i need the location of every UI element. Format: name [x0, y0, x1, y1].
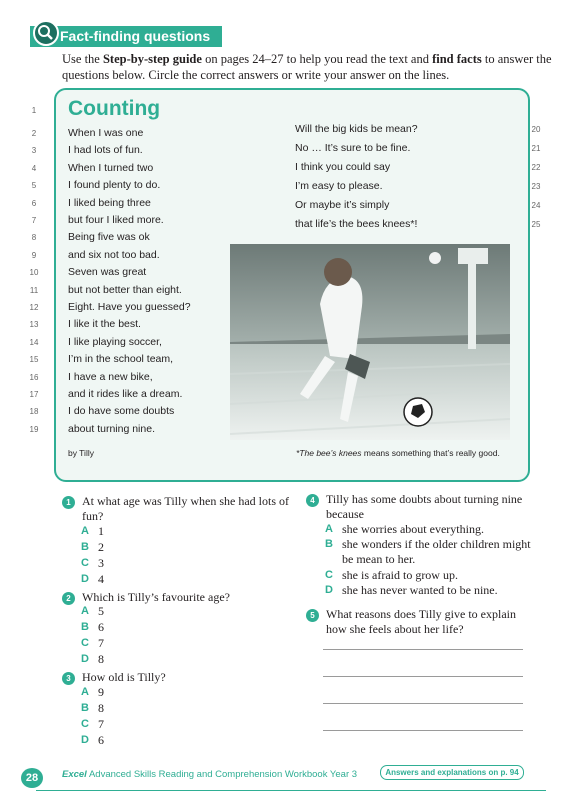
question-text: At what age was Tilly when she had lots of fun?	[82, 494, 289, 523]
option-letter: C	[325, 569, 333, 581]
magnifier-icon	[33, 20, 59, 46]
line-number: 7	[31, 216, 37, 225]
option-text: 7	[98, 636, 104, 650]
option-letter: D	[81, 653, 89, 665]
option-letter: D	[81, 573, 89, 585]
option-letter: D	[81, 734, 89, 746]
answer-line[interactable]	[323, 649, 523, 650]
line-number: 3	[31, 146, 37, 156]
poem-line: Eight. Have you guessed?	[68, 301, 191, 313]
line-number: 8	[31, 233, 37, 243]
line-number: 6	[31, 198, 37, 208]
option-text: 8	[98, 652, 104, 666]
question-number: 5	[306, 609, 319, 622]
option-letter: A	[325, 523, 333, 535]
poem-line: I think you could say	[295, 161, 391, 173]
line-number: 4	[31, 163, 37, 173]
footer-rule	[36, 790, 546, 791]
poem-line: When I was one	[68, 127, 144, 139]
option-text: 1	[98, 524, 104, 538]
option-letter: B	[81, 702, 89, 714]
poem-line: I found plenty to do.	[68, 179, 161, 192]
option-letter: C	[81, 718, 89, 730]
question-text: Tilly has some doubts about turning nine because	[326, 492, 523, 521]
option-letter: B	[325, 538, 333, 550]
poem-line: I had lots of fun.	[68, 144, 143, 157]
question-number: 4	[306, 494, 319, 507]
poem-line: When I turned two	[68, 161, 154, 174]
page-number: 28	[21, 768, 43, 788]
option-letter: D	[325, 584, 333, 596]
poem-line: but not better than eight.	[68, 283, 182, 296]
poem-line: Or maybe it’s simply	[295, 199, 390, 211]
question-number: 1	[62, 496, 75, 509]
option-letter: A	[81, 686, 89, 698]
option-text: she has never wanted to be nine.	[342, 583, 498, 597]
line-number: 9	[31, 250, 37, 260]
option-text: she is afraid to grow up.	[342, 568, 458, 582]
line-number: 19	[29, 424, 39, 434]
line-number: 10	[29, 268, 39, 278]
option-text: she worries about everything.	[342, 522, 484, 536]
option-text: 6	[98, 733, 104, 747]
poem-line: Being five was ok	[68, 231, 150, 244]
line-number: 14	[29, 337, 39, 347]
answers-reference: Answers and explanations on p. 94	[380, 765, 524, 780]
line-number: 22	[531, 163, 541, 172]
option-text: 6	[98, 620, 104, 634]
line-number: 12	[29, 303, 39, 312]
option-text: 3	[98, 556, 104, 570]
section-title: Fact-finding questions	[60, 28, 211, 44]
line-number: 23	[531, 182, 541, 191]
line-number: 15	[29, 355, 39, 365]
poem-title: Counting	[68, 97, 161, 120]
poem-line: I like it the best.	[68, 318, 141, 331]
poem-line: I have a new bike,	[68, 370, 153, 383]
option-text: 8	[98, 701, 104, 715]
question-text: How old is Tilly?	[82, 670, 166, 684]
poem-line: and six not too bad.	[68, 248, 160, 261]
option-letter: B	[81, 621, 89, 633]
question-text: What reasons does Tilly give to explain how she feels about her life?	[326, 607, 516, 636]
question-number: 3	[62, 672, 75, 685]
option-letter: C	[81, 637, 89, 649]
line-number: 5	[31, 181, 37, 191]
option-text: 5	[98, 604, 104, 618]
poem-line: Seven was great	[68, 266, 147, 279]
poem-line: about turning nine.	[68, 422, 155, 435]
poem-line: Will the big kids be mean?	[295, 123, 418, 135]
line-number: 24	[531, 201, 541, 210]
line-number: 18	[29, 407, 39, 417]
answer-line[interactable]	[323, 676, 523, 677]
poem-byline: by Tilly	[68, 448, 94, 458]
line-number: 1	[31, 106, 37, 115]
line-number: 17	[29, 390, 39, 399]
poem-line: but four I liked more.	[68, 214, 164, 226]
footnote: *The bee’s knees means something that’s really good.	[296, 448, 500, 458]
poem-line: that life’s the bees knees*!	[295, 218, 418, 230]
line-number: 13	[29, 320, 39, 330]
option-letter: C	[81, 557, 89, 569]
instructions: Use the Step-by-step guide on pages 24–27 to help you read the text and find facts to answer the questions below. Circle the correct answers or write your answer on the lines.	[62, 52, 552, 82]
line-number: 11	[29, 285, 39, 295]
poem-line: I’m in the school team,	[68, 353, 174, 366]
option-letter: A	[81, 525, 89, 537]
poem-line: and it rides like a dream.	[68, 388, 183, 400]
line-number: 16	[29, 372, 39, 382]
option-text: 9	[98, 685, 104, 699]
footer-title: Excel Advanced Skills Reading and Comprehension Workbook Year 3	[62, 769, 358, 780]
line-number: 25	[531, 220, 541, 229]
option-letter: B	[81, 541, 89, 553]
option-text: 7	[98, 717, 104, 731]
option-text: 2	[98, 540, 104, 554]
poem-line: No … It’s sure to be fine.	[295, 142, 411, 154]
answer-line[interactable]	[323, 703, 523, 704]
line-number: 2	[31, 129, 37, 138]
option-letter: A	[81, 605, 89, 617]
poem-line: I like playing soccer,	[68, 335, 162, 348]
line-number: 21	[531, 144, 541, 153]
poem-line: I’m easy to please.	[295, 180, 383, 192]
option-text: 4	[98, 572, 104, 586]
question-text: Which is Tilly’s favourite age?	[82, 590, 230, 604]
option-text: she wonders if the older children might be mean to her.	[342, 537, 531, 566]
answer-line[interactable]	[323, 730, 523, 731]
poem-line: I liked being three	[68, 196, 151, 209]
poem-line: I do have some doubts	[68, 405, 175, 418]
line-number: 20	[531, 125, 541, 134]
soccer-girl-illustration	[230, 244, 510, 440]
question-number: 2	[62, 592, 75, 605]
